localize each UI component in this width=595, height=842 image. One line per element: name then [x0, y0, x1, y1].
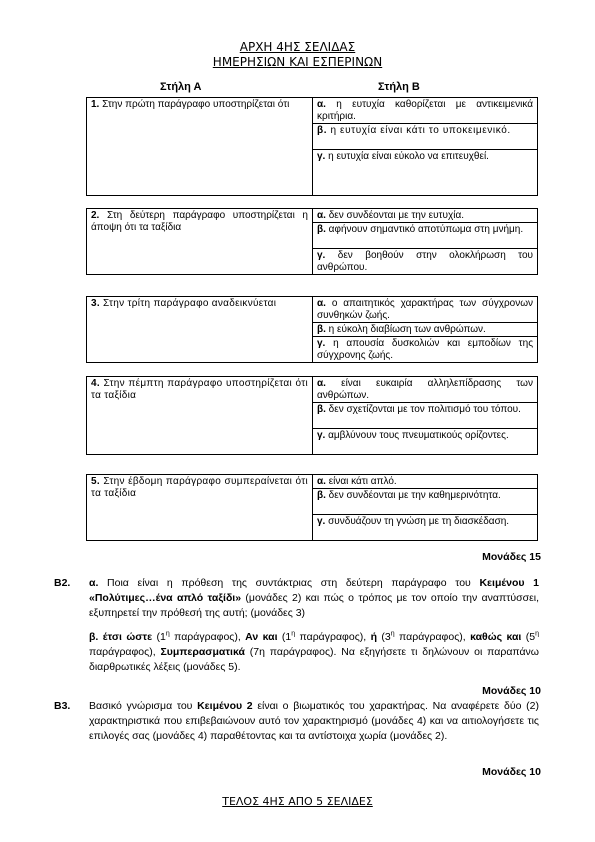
group-4-prompt: 4. Στην πέμπτη παράγραφο υποστηρίζεται ότι τα ταξίδια — [87, 377, 313, 455]
page-footer: ΤΕΛΟΣ 4ΗΣ ΑΠΟ 5 ΣΕΛΙΔΕΣ — [222, 795, 373, 808]
header-line-2: ΗΜΕΡΗΣΙΩΝ ΚΑΙ ΕΣΠΕΡΙΝΩΝ — [212, 55, 383, 69]
column-b-header: Στήλη Β — [378, 81, 420, 93]
monades-b1: Μονάδες 15 — [482, 551, 541, 563]
question-b2-part-b: β. έτσι ώστε ($1^\eta$ παράγραφος), Αν και ($1^\eta$ παράγραφος), ή ($3^\eta$ παράγραφος), καθώς και ($5^\eta$ παράγραφος), Συμπερασματικά (7η παράγραφος). Να εξηγήσετε τι δηλώνουν οι παραπάνω διαρθρωτικές λέξεις (μονάδες 5). — [89, 630, 540, 673]
matching-group-4 — [86, 376, 538, 455]
group-2-option-c: γ. δεν βοηθούν στην ολοκλήρωση του ανθρώπου. — [313, 249, 538, 275]
group-3-prompt: 3. Στην τρίτη παράγραφο αναδεικνύεται — [87, 297, 313, 363]
group-2-option-a: α. δεν συνδέονται με την ευτυχία. — [313, 209, 538, 223]
group-5-option-a: α. είναι κάτι απλό. — [313, 475, 538, 489]
matching-group-3 — [86, 296, 538, 363]
question-b3-text: Βασικό γνώρισμα του Κειμένου 2 είναι ο βιωματικός του χαρακτήρας. Να αναφέρετε δύο (2) χαρακτηριστικά που επιβεβαιώνουν αυτό τον χαρακτηρισμό (μονάδες 4) και να αιτιολογήσετε τις επιλογές σας (μονάδες 4) παραθέτοντας και τα αντίστοιχα χωρία (μονάδες 2). — [89, 700, 539, 742]
column-a-header: Στήλη Α — [160, 81, 202, 93]
page-header — [0, 40, 595, 70]
header-line-1: ΑΡΧΗ 4ΗΣ ΣΕΛΙΔΑΣ — [239, 40, 356, 54]
group-1-option-a: α. η ευτυχία καθορίζεται με αντικειμενικά κριτήρια. — [313, 98, 538, 124]
matching-group-5 — [86, 474, 538, 541]
group-4-option-a: α. είναι ευκαιρία αλληλεπίδρασης των ανθρώπων. — [313, 377, 538, 403]
question-b2-label: Β2. — [54, 577, 71, 589]
group-3-option-a: α. ο απαιτητικός χαρακτήρας των σύγχρονων συνθηκών ζωής. — [313, 297, 538, 323]
matching-group-2 — [86, 208, 538, 275]
group-4-option-c: γ. αμβλύνουν τους πνευματικούς ορίζοντες. — [313, 429, 538, 455]
question-b3-label: Β3. — [54, 700, 71, 712]
group-1-option-b: β. η ευτυχία είναι κάτι το υποκειμενικό. — [313, 124, 538, 150]
monades-b2: Μονάδες 10 — [482, 685, 541, 697]
group-5-option-c: γ. συνδυάζουν τη γνώση με τη διασκέδαση. — [313, 515, 538, 541]
matching-group-1 — [86, 97, 538, 196]
group-1-prompt: 1. Στην πρώτη παράγραφο υποστηρίζεται ότι — [87, 98, 313, 196]
question-b2-part-a: α. Ποια είναι η πρόθεση της συντάκτριας στη δεύτερη παράγραφο του Κειμένου 1 «Πολύτιμες…ένα απλό ταξίδι» (μονάδες 2) και πώς ο τρόπος με τον οποίο την αναπτύσσει, εξυπηρετεί την πρόθεσή της αυτή; (μονάδες 3) — [89, 577, 540, 619]
monades-b3: Μονάδες 10 — [482, 766, 541, 778]
column-headers — [0, 81, 595, 97]
group-1-option-c: γ. η ευτυχία είναι εύκολο να επιτευχθεί. — [313, 150, 538, 196]
group-5-option-b: β. δεν συνδέονται με την καθημερινότητα. — [313, 489, 538, 515]
group-2-option-b: β. αφήνουν σημαντικό αποτύπωμα στη μνήμη. — [313, 223, 538, 249]
group-5-prompt: 5. Στην έβδομη παράγραφο συμπεραίνεται ότι τα ταξίδια — [87, 475, 313, 541]
group-3-option-b: β. η εύκολη διαβίωση των ανθρώπων. — [313, 323, 538, 337]
group-2-prompt: 2. Στη δεύτερη παράγραφο υποστηρίζεται η άποψη ότι τα ταξίδια — [87, 209, 313, 275]
question-b2-text — [89, 576, 539, 675]
group-3-option-c: γ. η απουσία δυσκολιών και εμποδίων της σύγχρονης ζωής. — [313, 337, 538, 363]
group-4-option-b: β. δεν σχετίζονται με τον πολιτισμό του τόπου. — [313, 403, 538, 429]
